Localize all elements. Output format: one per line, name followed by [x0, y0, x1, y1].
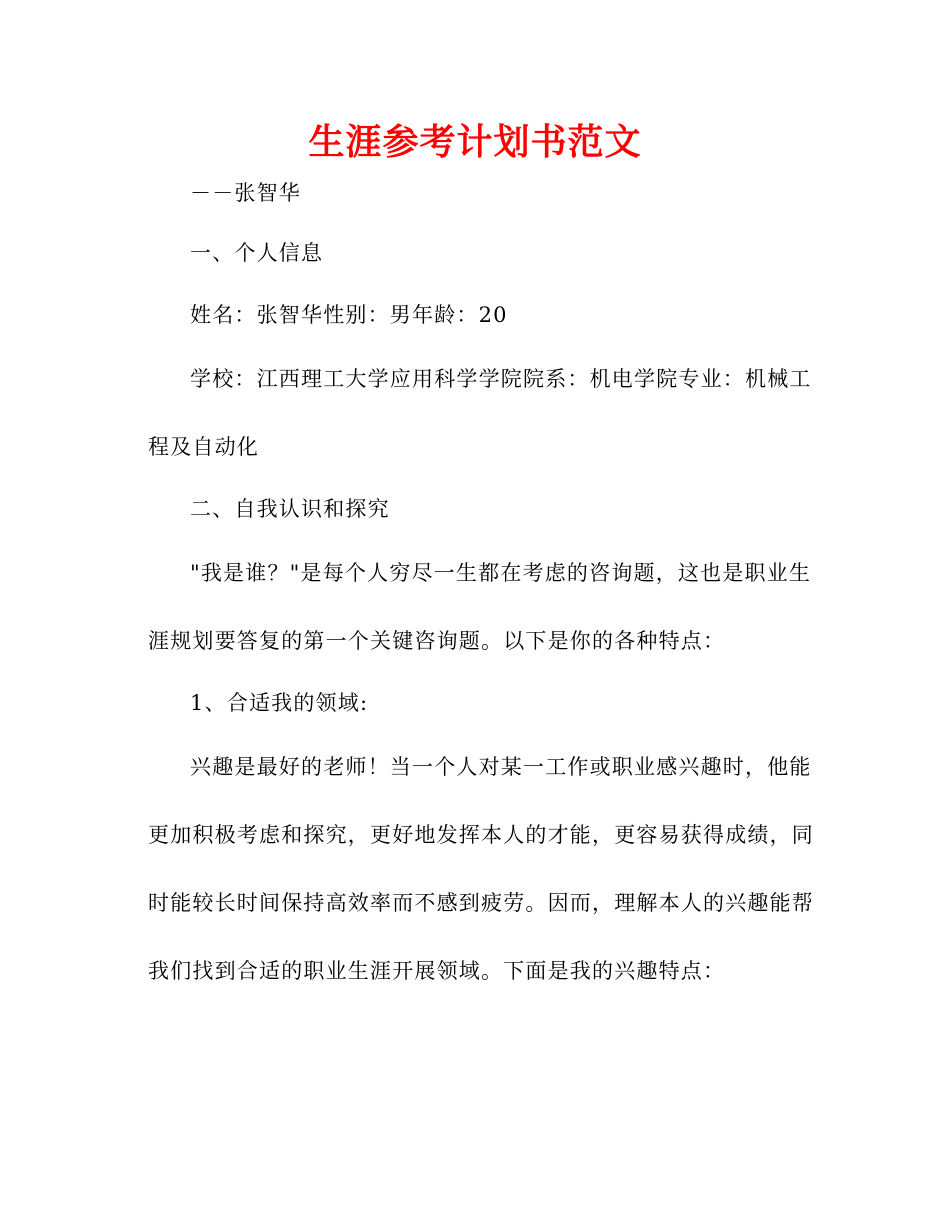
interest-paragraph-line-3: 时能较长时间保持高效率而不感到疲劳。因而，理解本人的兴趣能帮 [148, 891, 814, 915]
school-line-2: 程及自动化 [148, 435, 259, 459]
interest-paragraph-line-2: 更加积极考虑和探究，更好地发挥本人的才能，更容易获得成绩，同 [148, 823, 814, 847]
subsection-heading-suitable-field: 1、合适我的领域: [190, 691, 369, 715]
interest-paragraph-line-1: 兴趣是最好的老师！当一个人对某一工作或职业感兴趣时，他能 [190, 755, 812, 779]
interest-paragraph-line-4: 我们找到合适的职业生涯开展领域。下面是我的兴趣特点： [148, 959, 726, 983]
personal-info-line: 姓名：张智华性别：男年龄：20 [190, 303, 508, 327]
author-line: －－张智华 [190, 181, 301, 205]
intro-paragraph-line-2: 涯规划要答复的第一个关键咨询题。以下是你的各种特点： [148, 629, 726, 653]
document-title: 生涯参考计划书范文 [308, 122, 642, 163]
section-heading-personal-info: 一、个人信息 [190, 241, 324, 265]
section-heading-self-awareness: 二、自我认识和探究 [190, 497, 390, 521]
intro-paragraph-line-1: "我是谁？"是每个人穷尽一生都在考虑的咨询题，这也是职业生 [190, 561, 812, 585]
school-line-1: 学校：江西理工大学应用科学学院院系：机电学院专业：机械工 [190, 367, 812, 391]
